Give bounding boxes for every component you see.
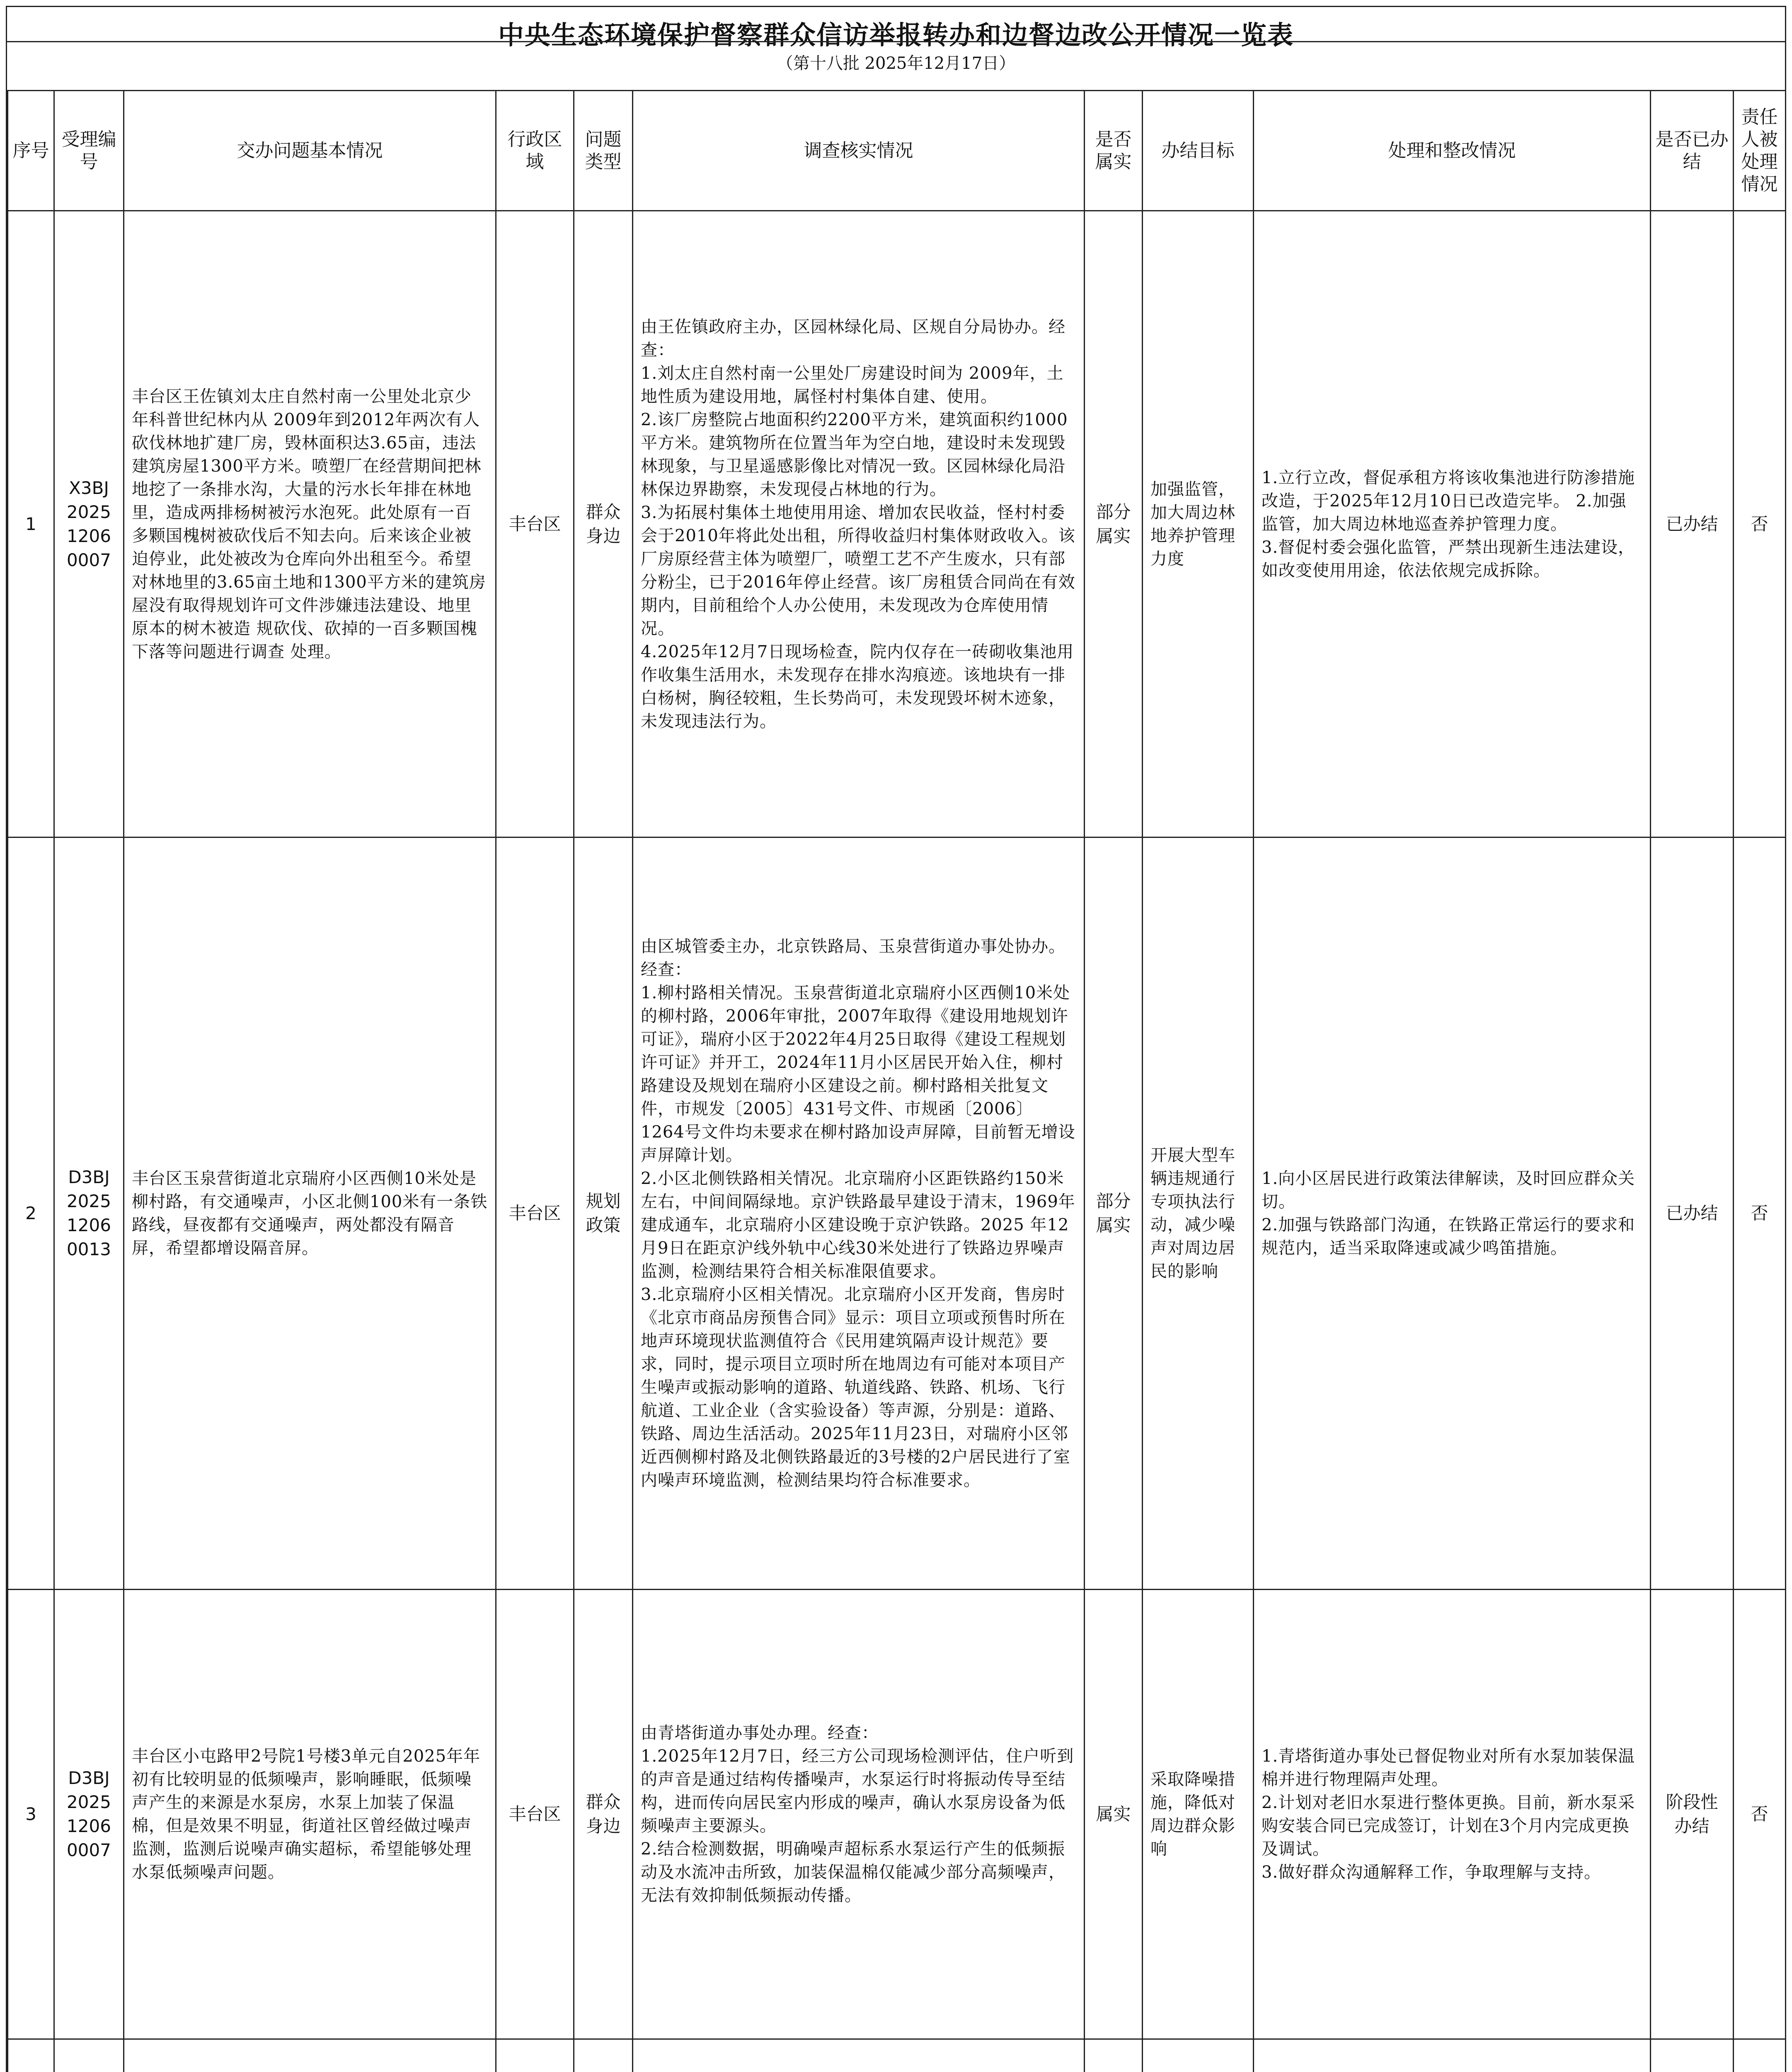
cell-index: [8, 2039, 54, 2072]
cell-district: [496, 2039, 574, 2072]
header-completed: 是否已办结: [1651, 91, 1734, 211]
cell-type: 规划 政策: [586, 1191, 621, 1235]
cell-investigation: 由区城管委主办，北京铁路局、玉泉营街道办事处协办。经查： 1.柳村路相关情况。玉泉营街道北京瑞府小区西侧10米处的柳村路，2006年审批，2007年取得《建设用地规划许可证》，瑞府小区于2022年4月25日取得《建设工程规划许可证》并开工，2024年11月小区居民开始入住，柳村路建设及规划在瑞府小区建设之前。柳村路相关批复文件，市规发〔2005〕431号文件、市规函〔2006〕1264号文件均未要求在柳村路加设声屏障，目前暂无增设声屏障计划。 2.小区北侧铁路相关情况。北京瑞府小区距铁路约150米左右，中间间隔绿地。京沪铁路最早建设于清末，1969年建成通车，北京瑞府小区建设晚于京沪铁路。2025 年12月9日在距京沪线外轨中心线30米处进行了铁路边界噪声监测，检测结果符合相关标准限值要求。 3.北京瑞府小区相关情况。北京瑞府小区开发商，售房时《北京市商品房预售合同》显示：项目立项或预售时所在地声环境现状监测值符合《民用建筑隔声设计规范》要求，同时，提示项目立项时所在地周边有可能对本项目产生噪声或振动影响的道路、轨道线路、铁路、机场、飞行航道、工业企业（含实验设备）等声源，分别是：道路、铁路、周边生活活动。2025年11月23日，对瑞府小区邻近西侧柳村路及北侧铁路最近的3号楼的2户居民进行了室内噪声环境监测，检测结果均符合标准要求。: [641, 937, 1075, 1490]
cell-goal: 加强监管，加大周边林地养护管理力度: [1150, 479, 1235, 569]
cell-receipt-no: D3BJ 2025 1206 0013: [67, 1167, 111, 1259]
cell-problem: 丰台区王佐镇刘太庄自然村南一公里处北京少年科普世纪林内从 2009年到2012年两次有人砍伐林地扩建厂房，毁林面积达3.65亩，违法建筑房屋1300平方米。喷塑厂在经营期间把林地挖了一条排水沟，大量的污水长年排在林地里，造成两排杨树被污水泡死。此处原有一百多颗国槐树被砍伐后不知去向。后来该企业被迫停业，此处被改为仓库向外出租至今。希望对林地里的3.65亩土地和1300平方米的建筑房屋没有取得规划许可文件涉嫌违法建设、地里原本的树木被造 规砍伐、砍掉的一百多颗国槐下落等问题进行调查 处理。: [132, 387, 486, 661]
table-row: [8, 1590, 1786, 2039]
cell-completed: 阶段性 办结: [1666, 1792, 1718, 1836]
cell-handling: 1.立行立改，督促承租方将该收集池进行防渗措施改造，于2025年12月10日已改造完毕。 2.加强监管，加大周边林地巡查养护管理力度。 3.督促村委会强化监管，严禁出现新生违法建设，如改变使用用途，依法依规完成拆除。: [1262, 468, 1635, 580]
petition-table: [7, 90, 1786, 2072]
cell-verified: 属实: [1096, 1804, 1131, 1824]
cell-verified: 部分 属实: [1096, 501, 1131, 546]
cell-handling: 1.向小区居民进行政策法律解读，及时回应群众关切。 2.加强与铁路部门沟通，在铁路正常运行的要求和规范内，适当采取降速或减少鸣笛措施。: [1262, 1169, 1635, 1258]
cell-receipt-no: X3BJ 2025 1206 0007: [67, 477, 111, 570]
cell-district: 丰台区: [496, 1590, 574, 2039]
table-header-row: [8, 91, 1786, 211]
cell-type: 群众 身边: [586, 501, 621, 546]
header-goal: 办结目标: [1143, 91, 1254, 211]
cell-goal: 开展大型车辆违规通行专项执法行动，减少噪声对周边居民的影响: [1150, 1146, 1235, 1281]
document-page: [6, 6, 1786, 2072]
title-divider: [7, 41, 1785, 42]
cell-district: 丰台区: [496, 838, 574, 1590]
cell-responsible: 否: [1734, 211, 1786, 838]
cell-investigation: 由青塔街道办事处办理。经查： 1.2025年12月7日，经三方公司现场检测评估，住户听到的声音是通过结构传播噪声，水泵运行时将振动传导至结构，进而传向居民室内形成的噪声，确认水泵房设备为低频噪声主要源头。 2.结合检测数据，明确噪声超标系水泵运行产生的低频振动及水流冲击所致，加装保温棉仅能减少部分高频噪声，无法有效抑制低频振动传播。: [641, 1723, 1074, 1905]
header-responsible: 责任人被处理情况: [1734, 91, 1786, 211]
cell-district: 丰台区: [496, 211, 574, 838]
header-type: 问题类型: [574, 91, 633, 211]
document-title: 中央生态环境保护督察群众信访举报转办和边督边改公开情况一览表: [498, 20, 1294, 50]
header-index: 序号: [8, 91, 54, 211]
cell-handling: 1.青塔街道办事处已督促物业对所有水泵加装保温棉并进行物理隔声处理。 2.计划对老旧水泵进行整体更换。目前，新水泵采购安装合同已完成签订，计划在3个月内完成更换及调试。 3.做好群众沟通解释工作，争取理解与支持。: [1262, 1747, 1635, 1882]
cell-completed: 已办结: [1666, 1203, 1718, 1223]
cell-index: 3: [8, 1590, 54, 2039]
table-row: [8, 838, 1786, 1590]
cell-verified: 部分 属实: [1096, 1191, 1131, 1235]
cell-problem: 丰台区小屯路甲2号院1号楼3单元自2025年年初有比较明显的低频噪声，影响睡眠，低频噪声产生的来源是水泵房，水泵上加装了保温棉，但是效果不明显，街道社区曾经做过噪声监测，监测后说噪声确实超标，希望能够处理水泵低频噪声问题。: [132, 1747, 481, 1882]
cell-index: 1: [8, 211, 54, 838]
cell-responsible: 否: [1734, 1590, 1786, 2039]
header-verified: 是否属实: [1085, 91, 1143, 211]
document-subtitle: （第十八批 2025年12月17日）: [776, 54, 1016, 73]
cell-responsible: 否: [1734, 838, 1786, 1590]
cell-problem: 丰台区玉泉营街道北京瑞府小区西侧10米处是柳村路，有交通噪声，小区北侧100米有一条铁路线，昼夜都有交通噪声，两处都没有隔音屏，希望都增设隔音屏。: [132, 1169, 488, 1258]
header-handling: 处理和整改情况: [1254, 91, 1651, 211]
cell-investigation: 由王佐镇政府主办，区园林绿化局、区规自分局协办。经查： 1.刘太庄自然村南一公里处厂房建设时间为 2009年，土地性质为建设用地，属怪村村集体自建、使用。 2.该厂房整院占地面积约2200平方米，建筑面积约1000平方米。建筑物所在位置当年为空白地，建设时未发现毁林现象，与卫星遥感影像比对情况一致。区园林绿化局沿林保边界勘察，未发现侵占林地的行为。 3.为拓展村集体土地使用用途、增加农民收益，怪村村委会于2010年将此处出租，所得收益归村集体财政收入。该厂房原经营主体为喷塑厂，喷塑工艺不产生废水，只有部分粉尘，已于2016年停止经营。该厂房租赁合同尚在有效期内，目前租给个人办公使用，未发现改为仓库使用情况。 4.2025年12月7日现场检查，院内仅存在一砖砌收集池用作收集生活用水，未发现存在排水沟痕迹。该地块有一排白杨树，胸径较粗，生长势尚可，未发现毁坏树木迹象，未发现违法行为。: [641, 317, 1075, 731]
header-problem: 交办问题基本情况: [124, 91, 496, 211]
cell-goal: 采取降噪措施，降低对周边群众影响: [1150, 1770, 1235, 1859]
table-row: [8, 2039, 1786, 2072]
table-row: [8, 211, 1786, 838]
header-district: 行政区域: [496, 91, 574, 211]
header-investigation: 调查核实情况: [633, 91, 1085, 211]
cell-responsible: [1734, 2039, 1786, 2072]
header-receipt-no: 受理编号: [54, 91, 124, 211]
cell-index: 2: [8, 838, 54, 1590]
cell-type: 群众 身边: [586, 1792, 621, 1836]
cell-receipt-no: D3BJ 2025 1206 0007: [67, 1768, 111, 1860]
cell-completed: 已办结: [1666, 513, 1718, 534]
